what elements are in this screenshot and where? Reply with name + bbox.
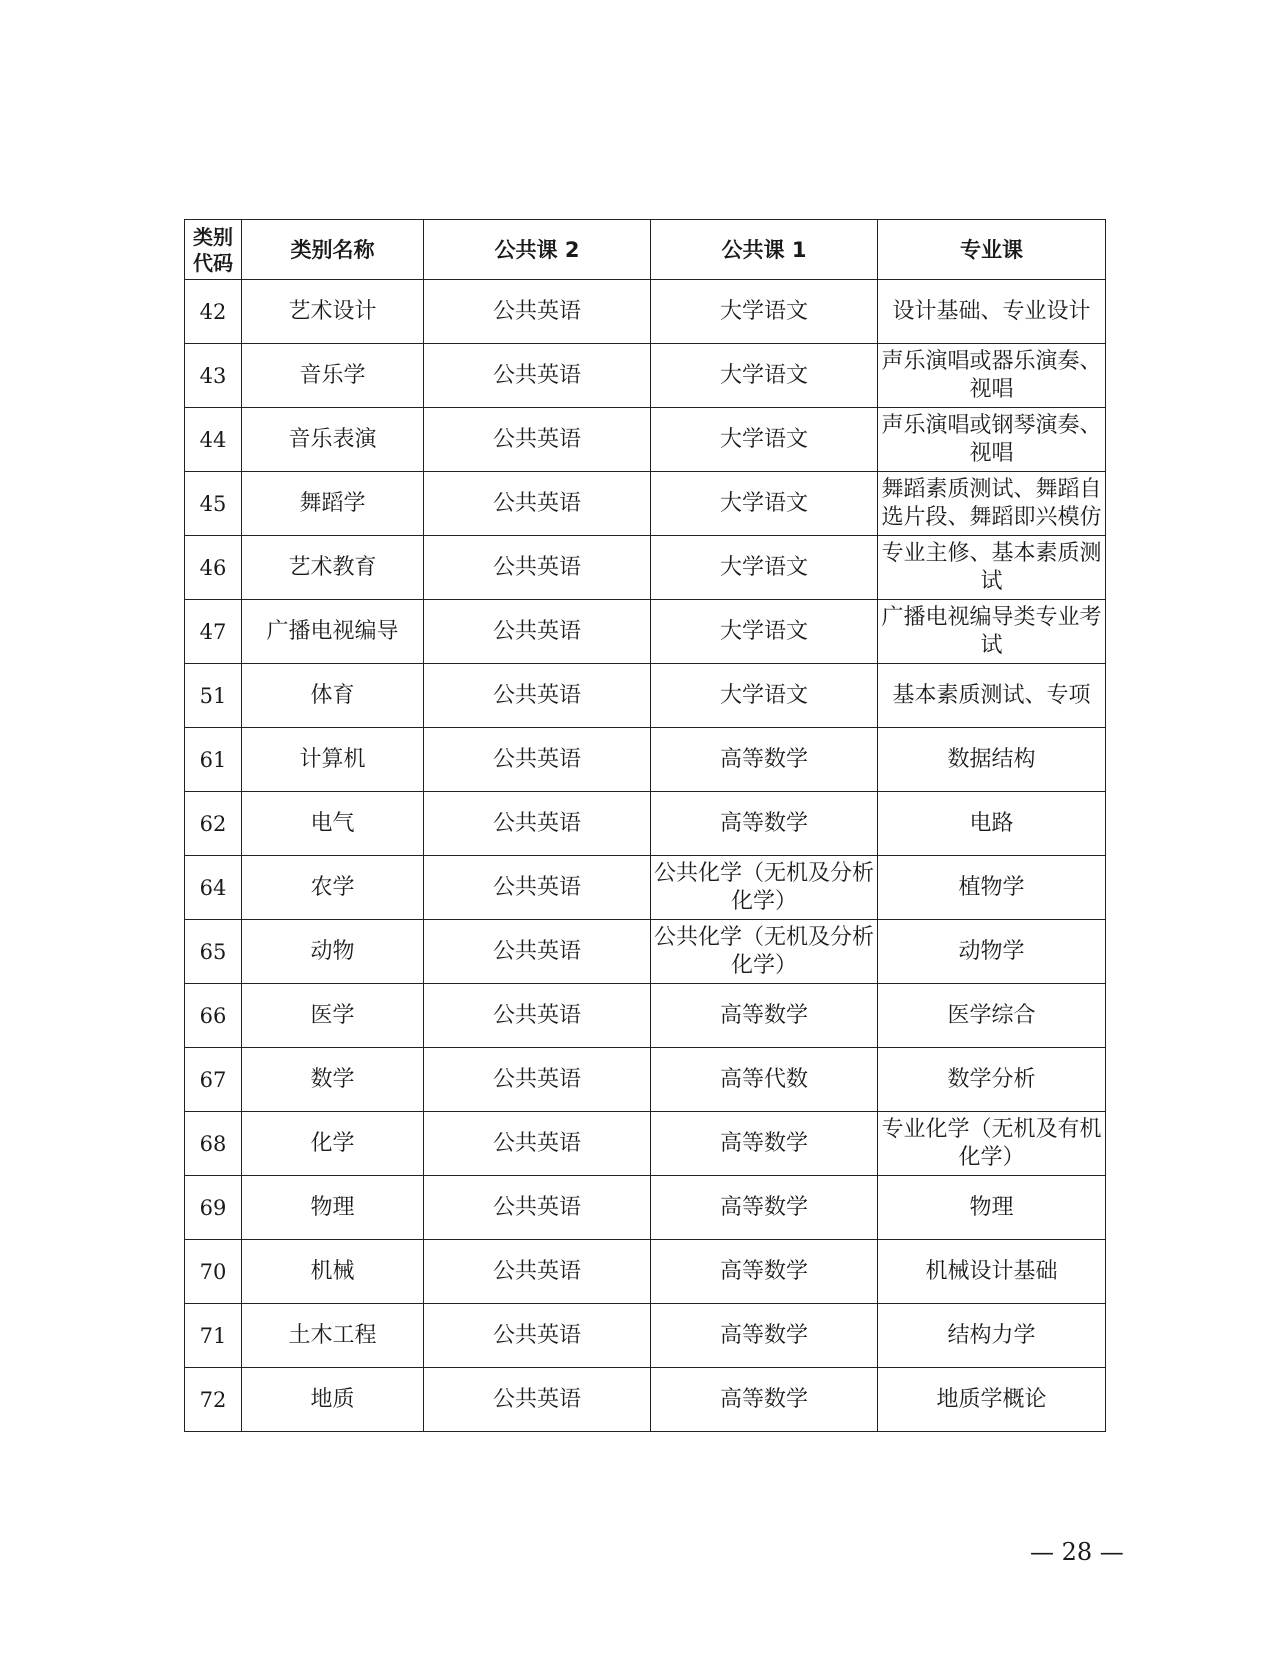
table-row [185, 1368, 1106, 1432]
table-row [185, 408, 1106, 472]
category-name: 地质 [242, 1368, 424, 1432]
header-category-code: 类别 代码 [185, 220, 242, 280]
table-row [185, 728, 1106, 792]
public-course-1: 大学语文 [651, 280, 878, 344]
public-course-2: 公共英语 [424, 920, 651, 984]
major-course: 地质学概论 [878, 1368, 1106, 1432]
public-course-2: 公共英语 [424, 984, 651, 1048]
category-code: 64 [185, 856, 242, 920]
category-code: 65 [185, 920, 242, 984]
public-course-2: 公共英语 [424, 408, 651, 472]
major-course: 声乐演唱或钢琴演奏、视唱 [878, 408, 1106, 472]
public-course-1: 大学语文 [651, 472, 878, 536]
table-row [185, 664, 1106, 728]
category-code: 68 [185, 1112, 242, 1176]
public-course-2: 公共英语 [424, 664, 651, 728]
public-course-2: 公共英语 [424, 792, 651, 856]
category-name: 化学 [242, 1112, 424, 1176]
category-name: 机械 [242, 1240, 424, 1304]
public-course-2: 公共英语 [424, 600, 651, 664]
category-code: 72 [185, 1368, 242, 1432]
category-name: 电气 [242, 792, 424, 856]
category-code: 46 [185, 536, 242, 600]
category-code: 51 [185, 664, 242, 728]
public-course-1: 高等数学 [651, 1368, 878, 1432]
table-body [185, 280, 1106, 1432]
major-course: 医学综合 [878, 984, 1106, 1048]
table-row [185, 1176, 1106, 1240]
major-course: 电路 [878, 792, 1106, 856]
major-course: 设计基础、专业设计 [878, 280, 1106, 344]
public-course-1: 大学语文 [651, 536, 878, 600]
table-row [185, 1112, 1106, 1176]
category-name: 体育 [242, 664, 424, 728]
category-code: 70 [185, 1240, 242, 1304]
category-code: 44 [185, 408, 242, 472]
major-course: 数据结构 [878, 728, 1106, 792]
major-course: 动物学 [878, 920, 1106, 984]
table-row [185, 600, 1106, 664]
table-row [185, 472, 1106, 536]
category-name: 土木工程 [242, 1304, 424, 1368]
page-number: — 28 — [1030, 1538, 1124, 1566]
public-course-2: 公共英语 [424, 344, 651, 408]
major-course: 广播电视编导类专业考试 [878, 600, 1106, 664]
category-code: 69 [185, 1176, 242, 1240]
category-name: 数学 [242, 1048, 424, 1112]
public-course-2: 公共英语 [424, 1304, 651, 1368]
category-code: 66 [185, 984, 242, 1048]
table-row [185, 1240, 1106, 1304]
category-code: 45 [185, 472, 242, 536]
table-row [185, 1304, 1106, 1368]
major-course: 专业主修、基本素质测试 [878, 536, 1106, 600]
category-name: 艺术设计 [242, 280, 424, 344]
category-name: 动物 [242, 920, 424, 984]
public-course-1: 高等数学 [651, 728, 878, 792]
public-course-1: 大学语文 [651, 664, 878, 728]
table-row [185, 792, 1106, 856]
public-course-1: 高等数学 [651, 792, 878, 856]
category-code: 67 [185, 1048, 242, 1112]
category-name: 舞蹈学 [242, 472, 424, 536]
course-table [184, 219, 1106, 1432]
category-code: 62 [185, 792, 242, 856]
public-course-2: 公共英语 [424, 536, 651, 600]
major-course: 基本素质测试、专项 [878, 664, 1106, 728]
category-code: 71 [185, 1304, 242, 1368]
major-course: 结构力学 [878, 1304, 1106, 1368]
category-code: 61 [185, 728, 242, 792]
public-course-1: 高等代数 [651, 1048, 878, 1112]
public-course-1: 高等数学 [651, 1112, 878, 1176]
header-category-name: 类别名称 [242, 220, 424, 280]
category-code: 43 [185, 344, 242, 408]
public-course-1: 大学语文 [651, 344, 878, 408]
category-name: 广播电视编导 [242, 600, 424, 664]
header-public-course-1: 公共课 1 [651, 220, 878, 280]
category-name: 医学 [242, 984, 424, 1048]
public-course-2: 公共英语 [424, 1176, 651, 1240]
public-course-1: 高等数学 [651, 1176, 878, 1240]
major-course: 植物学 [878, 856, 1106, 920]
public-course-2: 公共英语 [424, 1240, 651, 1304]
category-name: 农学 [242, 856, 424, 920]
major-course: 数学分析 [878, 1048, 1106, 1112]
public-course-2: 公共英语 [424, 280, 651, 344]
public-course-1: 公共化学（无机及分析化学） [651, 856, 878, 920]
public-course-2: 公共英语 [424, 1048, 651, 1112]
table-row [185, 856, 1106, 920]
public-course-2: 公共英语 [424, 472, 651, 536]
table-header [185, 220, 1106, 280]
category-name: 音乐表演 [242, 408, 424, 472]
table-row [185, 1048, 1106, 1112]
table-row [185, 344, 1106, 408]
public-course-2: 公共英语 [424, 1368, 651, 1432]
public-course-2: 公共英语 [424, 1112, 651, 1176]
table-row [185, 984, 1106, 1048]
major-course: 专业化学（无机及有机化学） [878, 1112, 1106, 1176]
header-row [185, 220, 1106, 280]
category-code: 47 [185, 600, 242, 664]
header-public-course-2: 公共课 2 [424, 220, 651, 280]
public-course-1: 大学语文 [651, 408, 878, 472]
category-name: 音乐学 [242, 344, 424, 408]
table-row [185, 536, 1106, 600]
category-code: 42 [185, 280, 242, 344]
category-name: 物理 [242, 1176, 424, 1240]
major-course: 机械设计基础 [878, 1240, 1106, 1304]
category-name: 艺术教育 [242, 536, 424, 600]
public-course-1: 大学语文 [651, 600, 878, 664]
major-course: 声乐演唱或器乐演奏、视唱 [878, 344, 1106, 408]
public-course-1: 高等数学 [651, 1304, 878, 1368]
public-course-1: 高等数学 [651, 984, 878, 1048]
public-course-2: 公共英语 [424, 856, 651, 920]
major-course: 物理 [878, 1176, 1106, 1240]
category-name: 计算机 [242, 728, 424, 792]
table-row [185, 280, 1106, 344]
public-course-1: 高等数学 [651, 1240, 878, 1304]
table-row [185, 920, 1106, 984]
public-course-2: 公共英语 [424, 728, 651, 792]
header-major-course: 专业课 [878, 220, 1106, 280]
public-course-1: 公共化学（无机及分析化学） [651, 920, 878, 984]
major-course: 舞蹈素质测试、舞蹈自选片段、舞蹈即兴模仿 [878, 472, 1106, 536]
